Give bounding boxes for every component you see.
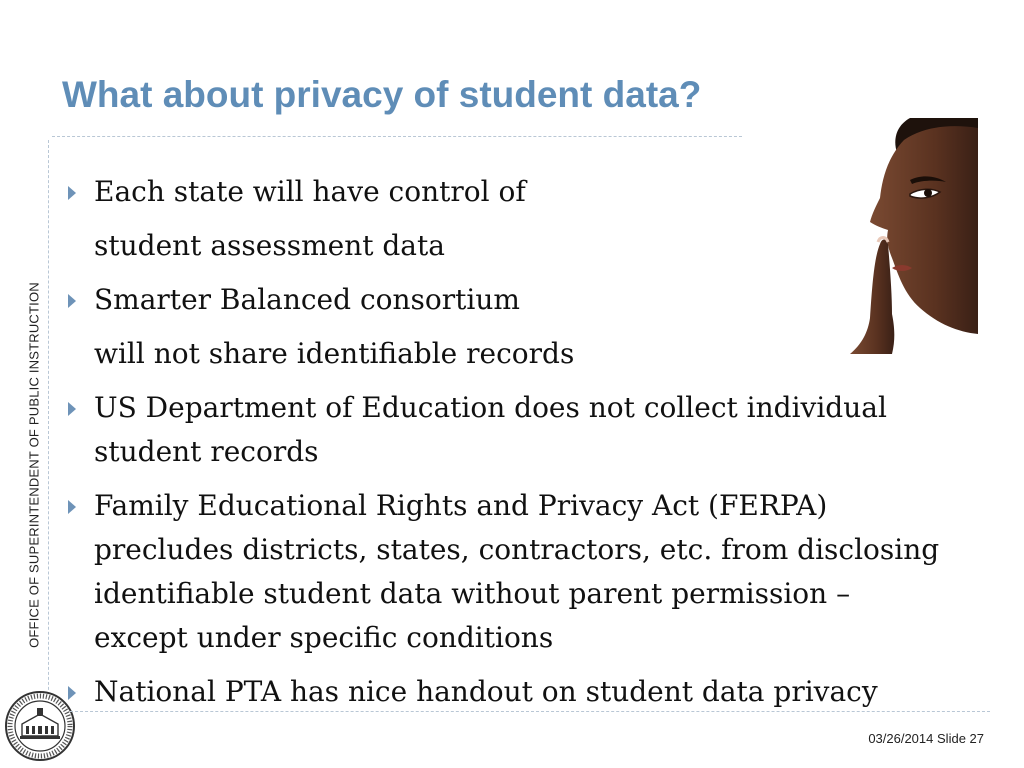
bullet-text-line: student records [94, 435, 319, 468]
bullet-text-line: National PTA has nice handout on student data privacy [94, 675, 878, 708]
bullet-text-line: identifiable student data without parent permission – [94, 577, 851, 610]
bullet-arrow-icon [68, 500, 76, 514]
left-divider [48, 140, 49, 710]
bullet-item [62, 170, 972, 268]
footer-date: 03/26/2014 [868, 731, 934, 746]
bullet-text-line: precludes districts, states, contractors, etc. from disclosing [94, 533, 940, 566]
slide-title: What about privacy of student data? [62, 74, 702, 115]
footer-slide-number: Slide 27 [937, 731, 984, 746]
slide-footer [868, 731, 984, 746]
title-divider [52, 136, 752, 137]
footer-divider [70, 711, 990, 712]
bullet-item [62, 386, 972, 474]
bullet-text-line: except under specific conditions [94, 621, 554, 654]
bullet-list [62, 170, 972, 714]
office-vertical-label: OFFICE OF SUPERINTENDENT OF PUBLIC INSTRUCTION [26, 282, 42, 648]
bullet-arrow-icon [68, 402, 76, 416]
bullet-item [62, 278, 972, 376]
bullet-item [62, 484, 972, 660]
bullet-text-line: Smarter Balanced consortium [94, 283, 520, 316]
bullet-arrow-icon [68, 186, 76, 200]
bullet-text-line: Each state will have control of [94, 175, 526, 208]
bullet-text-line: US Department of Education does not collect individual [94, 391, 887, 424]
bullet-text-line: student assessment data [94, 229, 445, 262]
bullet-text-line: Family Educational Rights and Privacy Act (FERPA) [94, 489, 828, 522]
bullet-item [62, 670, 972, 714]
bullet-arrow-icon [68, 294, 76, 308]
bullet-text-line: will not share identifiable records [94, 337, 575, 370]
bullet-arrow-icon [68, 686, 76, 700]
